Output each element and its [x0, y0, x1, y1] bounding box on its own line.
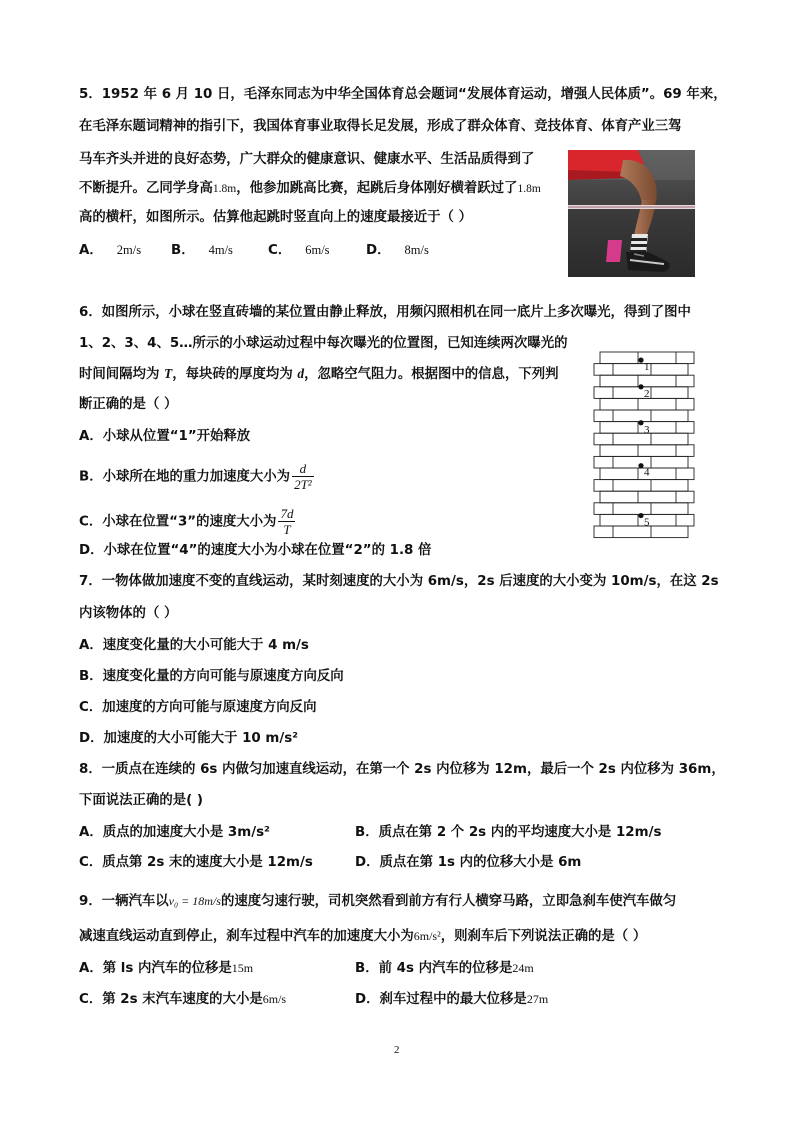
brick-wall-figure — [592, 348, 696, 546]
q6-line2: 1、2、3、4、5…所示的小球运动过程中每次曝光的位置图，已知连续两次曝光的 — [79, 336, 568, 351]
q9-line2: 减速直线运动直到停止，刹车过程中汽车的加速度大小为6m/s²，则刹车后下列说法正确的是（ ） — [79, 929, 647, 944]
q5-line4 — [79, 180, 541, 198]
q9-option-a: A．第 ls 内汽车的位移是15m — [79, 961, 254, 976]
q7-option-a: A．速度变化量的大小可能大于 4 m/s — [79, 638, 309, 653]
q5-height-value: 1.8m — [212, 183, 237, 195]
q5-line2: 在毛泽东题词精神的指引下，我国体育事业取得长足发展，形成了群众体育、竞技体育、体育产业三驾 — [79, 119, 682, 134]
q6-option-a: A．小球从位置“1”开始释放 — [79, 429, 251, 444]
q9-option-c: C．第 2s 末汽车速度的大小是6m/s — [79, 992, 287, 1007]
q7-option-c: C．加速度的方向可能与原速度方向反向 — [79, 700, 317, 715]
q5-line4-text-a: 不断提升。乙同学身高 — [79, 181, 213, 196]
brick-row — [594, 433, 688, 445]
brick-row — [594, 503, 688, 515]
brick-row — [594, 526, 688, 538]
q8-option-b: B．质点在第 2 个 2s 内的平均速度大小是 12m/s — [355, 825, 662, 840]
position-label-2: 2 — [644, 387, 650, 400]
page-number: 2 — [394, 1044, 400, 1056]
q7-option-d: D．加速度的大小可能大于 10 m/s² — [79, 731, 299, 746]
q6-var-d: d — [297, 366, 305, 381]
ball-position-1 — [638, 358, 643, 363]
q5-option-a: A． 2m/s — [79, 243, 142, 258]
brick-row — [600, 491, 694, 503]
q9-line1: 9．一辆汽车以v₀ = 18m/s的速度匀速行驶，司机突然看到前方有行人横穿马路，立即急刹车使汽车做匀 — [79, 894, 677, 909]
q5-line4-text-b: ，他参加跳高比赛，起跳后身体刚好横着跃过了 — [236, 181, 518, 196]
position-label-3: 3 — [644, 423, 650, 436]
brick-row — [600, 375, 694, 387]
q6-option-c: C．小球在位置“3”的速度大小为 $\frac{7d}{T}$ — [79, 506, 294, 537]
q9-option-d: D．刹车过程中的最大位移是27m — [355, 992, 549, 1007]
q7-line2: 内该物体的（ ） — [79, 606, 178, 621]
q6-option-b-fraction: $\frac{d}{\text{2T²}}$ — [294, 461, 312, 492]
q6-option-c-fraction: $\frac{7d}{T}$ — [280, 506, 294, 537]
q5-bar-height-value: 1.8m — [517, 183, 541, 195]
q5-option-b: B． 4m/s — [171, 243, 233, 258]
q9-acceleration: 6m/s² — [413, 929, 441, 943]
q6-line3: 时间间隔均为 T，每块砖的厚度均为 d，忽略空气阻力。根据图中的信息，下列判 — [79, 366, 559, 382]
brick-row — [594, 410, 688, 422]
q6-option-b: B．小球所在地的重力加速度大小为 $\frac{d}{\text{2T²}}$ — [79, 461, 312, 492]
q6-var-T: T — [164, 366, 173, 381]
q5-option-c: C． 6m/s — [268, 243, 330, 258]
q8-option-d: D．质点在第 1s 内的位移大小是 6m — [355, 855, 582, 870]
position-label-5: 5 — [644, 516, 650, 529]
q8-line1: 8．一质点在连续的 6s 内做匀加速直线运动，在第一个 2s 内位移为 12m，最后一个 2s 内位移为 36m， — [79, 762, 725, 777]
brick-row — [600, 445, 694, 457]
q7-line1: 7．一物体做加速度不变的直线运动，某时刻速度的大小为 6m/s，2s 后速度的大小变为 10m/s，在这 2s — [79, 574, 719, 589]
brick-row — [594, 364, 688, 376]
q5-line3: 马车齐头并进的良好态势，广大群众的健康意识、健康水平、生活品质得到了 — [79, 152, 535, 167]
q6-line1: 6．如图所示，小球在竖直砖墙的某位置由静止释放，用频闪照相机在同一底片上多次曝光，得到了图中 — [79, 305, 691, 320]
ball-position-3 — [638, 420, 643, 425]
position-label-4: 4 — [644, 466, 650, 479]
q5-line1: 5．1952 年 6 月 10 日，毛泽东同志为中华全国体育总会题词“发展体育运动，增强人民体质”。69 年来， — [79, 87, 727, 102]
q6-line4: 断正确的是（ ） — [79, 397, 178, 412]
ball-position-2 — [638, 384, 643, 389]
q5-option-d: D． 8m/s — [366, 243, 429, 258]
q9-option-b: B．前 4s 内汽车的位移是24m — [355, 961, 534, 976]
q7-option-b: B．速度变化量的方向可能与原速度方向反向 — [79, 669, 344, 684]
ball-position-4 — [638, 463, 643, 468]
position-label-1: 1 — [644, 361, 650, 374]
q8-line2: 下面说法正确的是( ) — [79, 793, 204, 808]
q5-line5: 高的横杆，如图所示。估算他起跳时竖直向上的速度最接近于（ ） — [79, 210, 472, 225]
q9-initial-velocity: v₀ = 18m/s — [168, 894, 221, 908]
brick-row — [600, 398, 694, 410]
q6-option-d: D．小球在位置“4”的速度大小为小球在位置“2”的 1.8 倍 — [79, 543, 432, 558]
q8-option-c: C．质点第 2s 末的速度大小是 12m/s — [79, 855, 313, 870]
ball-position-5 — [638, 513, 643, 518]
high-jump-photo — [568, 150, 695, 277]
q8-option-a: A．质点的加速度大小是 3m/s² — [79, 825, 270, 840]
brick-row — [594, 480, 688, 492]
